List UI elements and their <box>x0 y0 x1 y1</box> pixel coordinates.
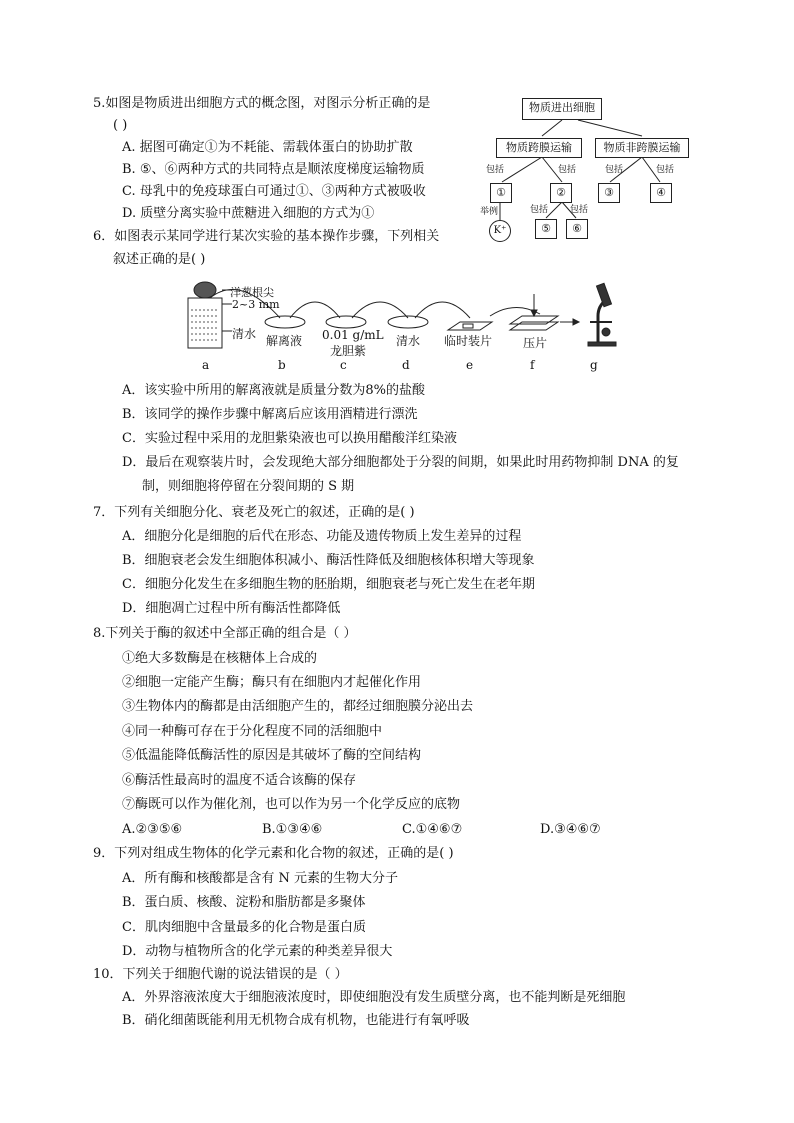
diagram-node-4: ④ <box>650 183 672 203</box>
q5-option-b: B. ⑤、⑥两种方式的共同特点是顺浓度梯度运输物质 <box>122 162 425 177</box>
q7-stem: 7．下列有关细胞分化、衰老及死亡的叙述，正确的是( ) <box>93 505 415 520</box>
q6-option-a: A．该实验中所用的解离液就是质量分数为8%的盐酸 <box>122 383 426 398</box>
q6-step-letter-b: b <box>278 358 286 372</box>
diagram-label-includes-2: 包括 <box>558 165 577 175</box>
diagram-root-node: 物质进出细胞 <box>522 98 602 120</box>
q7-option-b: B．细胞衰老会发生细胞体积减小、酶活性降低及细胞核体积增大等现象 <box>122 553 535 568</box>
diagram-node-2: ② <box>550 183 572 203</box>
q5-stem: 5.如图是物质进出细胞方式的概念图，对图示分析正确的是 <box>93 96 431 111</box>
q6-label-onion-root: 洋葱根尖 <box>230 286 274 299</box>
diagram-transmembrane-node: 物质跨膜运输 <box>496 138 582 158</box>
q8-item-4: ④同一种酶可存在于分化程度不同的活细胞中 <box>122 724 383 739</box>
q6-option-c: C．实验过程中采用的龙胆紫染液也可以换用醋酸洋红染液 <box>122 431 457 446</box>
q6-step-letter-f: f <box>530 358 535 372</box>
q9-option-d: D．动物与植物所含的化学元素的种类差异很大 <box>122 944 393 959</box>
q10-option-b: B．硝化细菌既能利用无机物合成有机物，也能进行有氧呼吸 <box>122 1013 470 1028</box>
q8-item-5: ⑤低温能降低酶活性的原因是其破坏了酶的空间结构 <box>122 748 422 763</box>
q6-step-letter-a: a <box>202 358 210 372</box>
q6-label-gentian-violet: 龙胆紫 <box>330 344 367 358</box>
q9-option-a: A．所有酶和核酸都是含有 N 元素的生物大分子 <box>122 871 399 886</box>
q8-item-7: ⑦酶既可以作为催化剂，也可以作为另一个化学反应的底物 <box>122 797 461 812</box>
q8-choice-b: B.①③④⑥ <box>262 822 323 837</box>
q7-option-c: C．细胞分化发生在多细胞生物的胚胎期，细胞衰老与死亡发生在老年期 <box>122 577 535 592</box>
q6-stem-line-1: 6．如图表示某同学进行某次实验的基本操作步骤，下列相关 <box>93 229 440 244</box>
q9-stem: 9．下列对组成生物体的化学元素和化合物的叙述，正确的是( ) <box>93 846 454 861</box>
q6-step-letter-e: e <box>466 358 474 372</box>
diagram-node-5: ⑤ <box>535 219 557 239</box>
q5-option-a: A. 据图可确定①为不耗能、需载体蛋白的协助扩散 <box>122 140 413 155</box>
q6-label-water-d: 清水 <box>396 334 421 348</box>
q5-answer-paren: ( ) <box>113 118 128 133</box>
q6-stem-line-2: 叙述正确的是( ) <box>113 252 206 267</box>
q5-option-d: D. 质壁分离实验中蔗糖进入细胞的方式为① <box>122 206 375 221</box>
q6-option-b: B．该同学的操作步骤中解离后应该用酒精进行漂洗 <box>122 407 418 422</box>
q6-experiment-figure <box>180 276 620 376</box>
diagram-label-includes-3: 包括 <box>605 165 624 175</box>
q6-label-water-a: 清水 <box>232 327 257 341</box>
q6-step-letter-g: g <box>590 358 598 372</box>
diagram-node-6: ⑥ <box>566 219 588 239</box>
q9-option-b: B．蛋白质、核酸、淀粉和脂肪都是多聚体 <box>122 895 366 910</box>
diagram-non-transmembrane-node: 物质非跨膜运输 <box>595 138 689 158</box>
q8-item-3: ③生物体内的酶都是由活细胞产生的，都经过细胞膜分泌出去 <box>122 699 474 714</box>
q6-step-letter-d: d <box>402 358 410 372</box>
q7-option-a: A．细胞分化是细胞的后代在形态、功能及遗传物质上发生差异的过程 <box>122 529 522 544</box>
q6-label-dissociation: 解离液 <box>266 334 303 348</box>
q6-option-d: D．最后在观察装片时，会发现绝大部分细胞都处于分裂的间期，如果此时用药物抑制 DNA 的复 <box>122 455 679 470</box>
diagram-label-includes-1: 包括 <box>486 165 505 175</box>
q5-concept-diagram <box>480 92 700 242</box>
q6-step-letter-c: c <box>340 358 347 372</box>
q8-choice-c: C.①④⑥⑦ <box>402 822 463 837</box>
q6-label-2-3mm: 2~3 mm <box>232 298 280 311</box>
diagram-node-1: ① <box>490 183 512 203</box>
diagram-label-includes-5: 包括 <box>530 205 549 215</box>
diagram-label-example: 举例 <box>480 207 499 217</box>
q6-label-press: 压片 <box>523 336 548 350</box>
q6-label-temporary-slide: 临时装片 <box>444 334 493 348</box>
diagram-node-3: ③ <box>598 183 620 203</box>
q8-choice-d: D.③④⑥⑦ <box>540 822 601 837</box>
q10-stem: 10．下列关于细胞代谢的说法错误的是（ ） <box>93 967 348 982</box>
diagram-node-k-ion: K⁺ <box>489 220 511 242</box>
q7-option-d: D．细胞凋亡过程中所有酶活性都降低 <box>122 601 341 616</box>
diagram-label-includes-6: 包括 <box>570 205 589 215</box>
q8-item-6: ⑥酶活性最高时的温度不适合该酶的保存 <box>122 773 357 788</box>
q6-option-d-cont: 制，则细胞将停留在分裂间期的 S 期 <box>142 479 355 494</box>
q8-item-1: ①绝大多数酶是在核糖体上合成的 <box>122 651 318 666</box>
q8-choice-a: A.②③⑤⑥ <box>122 822 183 837</box>
q10-option-a: A．外界溶液浓度大于细胞液浓度时，即使细胞没有发生质壁分离，也不能判断是死细胞 <box>122 990 626 1005</box>
diagram-label-includes-4: 包括 <box>656 165 675 175</box>
q8-stem: 8.下列关于酶的叙述中全部正确的组合是（ ） <box>93 626 357 641</box>
q9-option-c: C．肌肉细胞中含量最多的化合物是蛋白质 <box>122 920 366 935</box>
q8-item-2: ②细胞一定能产生酶；酶只有在细胞内才起催化作用 <box>122 675 422 690</box>
q6-label-concentration: 0.01 g/mL <box>322 328 384 342</box>
q5-option-c: C. 母乳中的免疫球蛋白可通过①、③两种方式被吸收 <box>122 184 426 199</box>
